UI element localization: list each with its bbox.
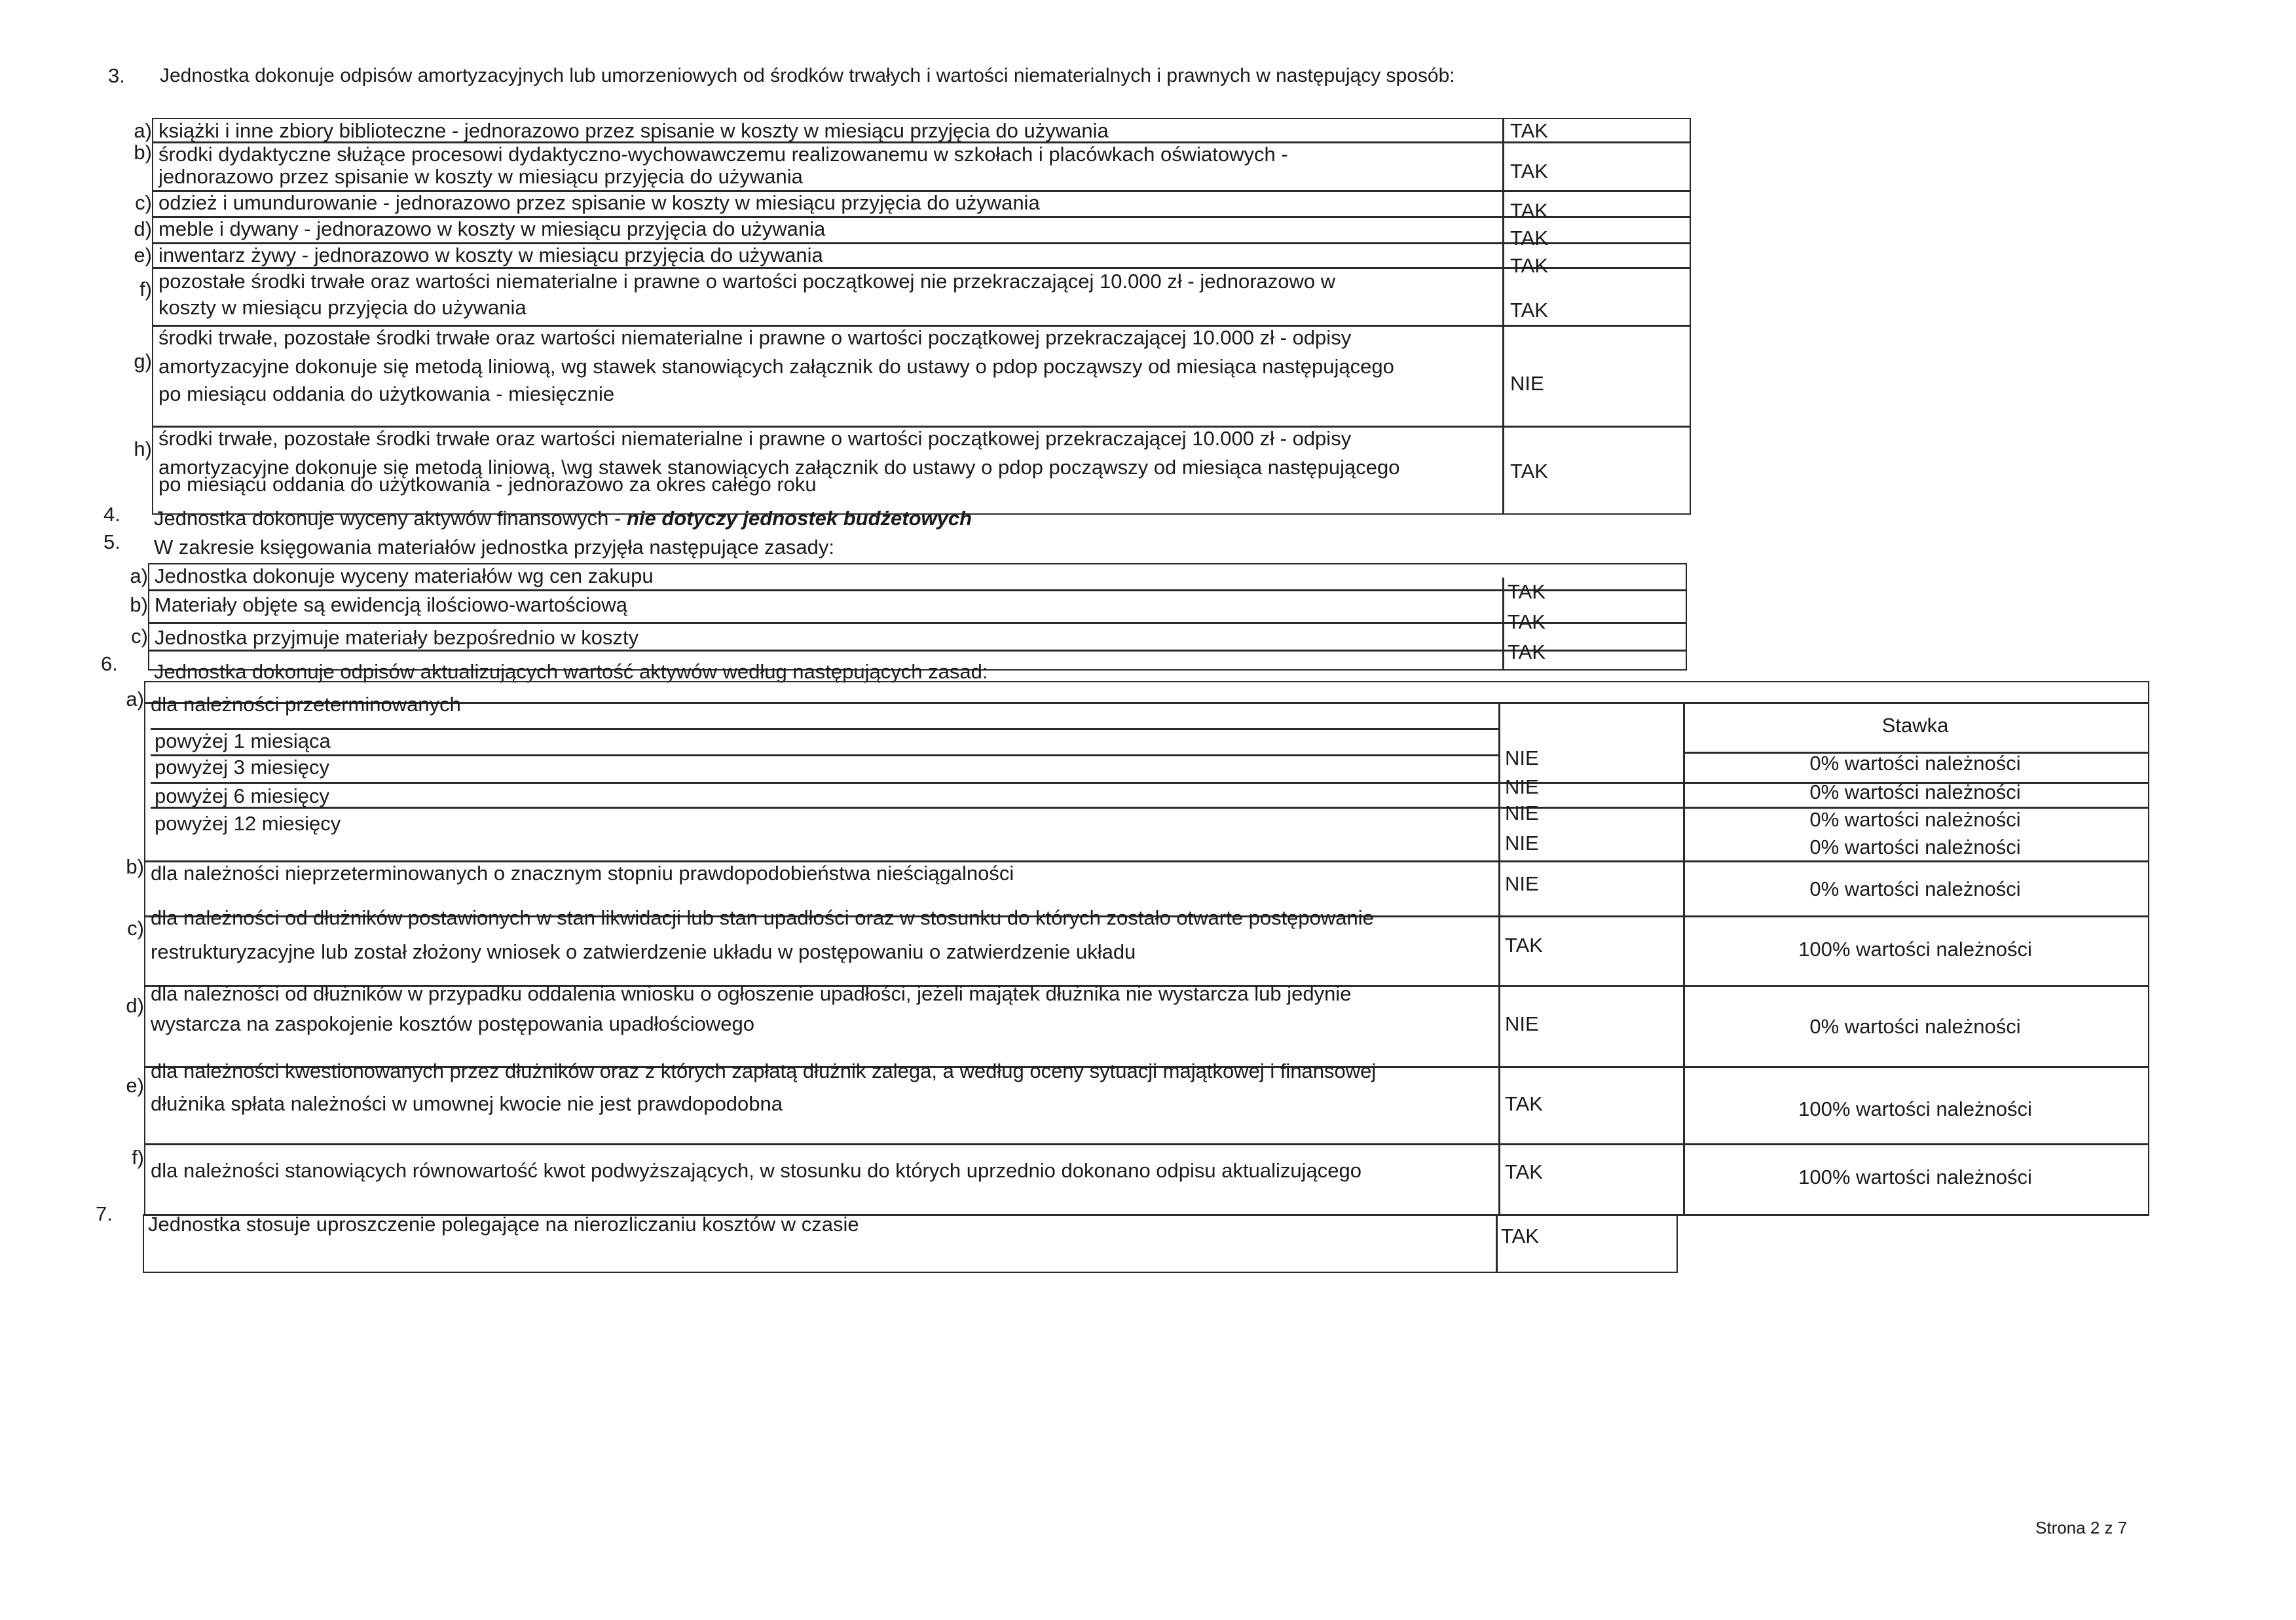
row-3h-text-line3: po miesiącu oddania do użytkowania - jednorazowo za okres całego roku (158, 473, 817, 496)
row-3d-value: TAK (1510, 227, 1548, 249)
row-3g-label: g) (134, 350, 152, 373)
row-6e-rate: 100% wartości należności (1798, 1097, 2032, 1120)
row-3h-label: h) (134, 437, 152, 460)
row-6a-sub1-text: powyżej 1 miesiąca (155, 729, 331, 752)
row-3h-value: TAK (1510, 460, 1548, 483)
row-5a-value: TAK (1508, 580, 1546, 603)
row-6a-label: a) (126, 688, 144, 710)
row-5a-label: a) (130, 564, 148, 587)
row-6a-sub4-text: powyżej 12 miesięcy (155, 812, 341, 835)
row-3e-label: e) (134, 244, 152, 267)
row-3a-label: a) (134, 119, 152, 142)
row-3d-label: d) (134, 217, 152, 240)
section-7-value: TAK (1501, 1224, 1539, 1247)
row-6f-rate: 100% wartości należności (1798, 1166, 2032, 1188)
row-3c-text: odzież i umundurowanie - jednorazowo przez spisanie w koszty w miesiącu przyjęcia do używania (158, 191, 1040, 214)
row-3f-text-line2: koszty w miesiącu przyjęcia do używania (158, 296, 527, 319)
row-6b-value: NIE (1505, 872, 1539, 895)
row-6d-text-line1: dla należności od dłużników w przypadku oddalenia wniosku o ogłoszenie upadłości, jeżeli majątek dłużnika nie wystarcza lub jedynie (151, 982, 1352, 1005)
section-5-heading: W zakresie księgowania materiałów jednostka przyjęła następujące zasady: (154, 536, 835, 559)
row-6b-label: b) (126, 855, 144, 878)
row-6f-text: dla należności stanowiących równowartość kwot podwyższających, w stosunku do których uprzednio dokonano odpisu aktualizującego (151, 1159, 1361, 1182)
row-3f-label: f) (139, 278, 152, 301)
row-3f-text-line1: pozostałe środki trwałe oraz wartości niematerialne i prawne o wartości początkowej nie przekraczającej 10.000 zł - jednorazowo w (158, 270, 1336, 293)
row-3g-value: NIE (1510, 372, 1544, 395)
row-5b-text: Materiały objęte są ewidencją ilościowo-wartościową (155, 593, 627, 616)
row-6e-text-line2: dłużnika spłata należności w umownej kwocie nie jest prawdopodobna (151, 1092, 783, 1115)
row-6b-text: dla należności nieprzeterminowanych o znacznym stopniu prawdopodobieństwa nieściągalności (151, 862, 1014, 885)
section-6-number: 6. (101, 652, 118, 675)
row-5c-label: c) (131, 625, 148, 648)
row-6a-text: dla należności przeterminowanych (151, 693, 461, 716)
row-3g-text-line1: środki trwałe, pozostałe środki trwałe oraz wartości niematerialne i prawne o wartości początkowej przekraczającej 10.000 zł - odpisy (158, 326, 1352, 349)
section-3-number: 3. (108, 64, 125, 87)
row-6a-sub3-rate: 0% wartości należności (1809, 808, 2021, 831)
row-6e-value: TAK (1505, 1092, 1543, 1115)
row-3h-text-line1: środki trwałe, pozostałe środki trwałe oraz wartości niematerialne i prawne o wartości początkowej przekraczającej 10.000 zł - odpisy (158, 427, 1352, 450)
row-5b-label: b) (130, 593, 148, 616)
row-6c-text-line2: restrukturyzacyjne lub został złożony wniosek o zatwierdzenie układu w postępowaniu o zatwierdzenie układu (151, 940, 1136, 963)
page-number: Strona 2 z 7 (2035, 1518, 2128, 1537)
row-6c-label: c) (127, 917, 144, 940)
row-3d-text: meble i dywany - jednorazowo w koszty w miesiącu przyjęcia do używania (158, 217, 826, 240)
row-6a-sub1-rate: 0% wartości należności (1809, 752, 2021, 775)
section-4-number: 4. (103, 503, 120, 526)
row-3b-value: TAK (1510, 160, 1548, 183)
row-6d-text-line2: wystarcza na zaspokojenie kosztów postępowania upadłościowego (151, 1012, 754, 1035)
stawka-header: Stawka (1881, 714, 1949, 737)
row-3a-value: TAK (1510, 119, 1548, 142)
row-3b-label: b) (134, 141, 152, 164)
row-3e-text: inwentarz żywy - jednorazowo w koszty w miesiącu przyjęcia do używania (158, 244, 823, 267)
row-5c-text: Jednostka przyjmuje materiały bezpośrednio w koszty (155, 626, 639, 649)
section-7-number: 7. (96, 1202, 113, 1225)
row-6a-sub3-text: powyżej 6 miesięcy (155, 784, 330, 807)
row-6f-value: TAK (1505, 1160, 1543, 1183)
row-6c-text-line1: dla należności od dłużników postawionych w stan likwidacji lub stan upadłości oraz w stosunku do których zostało otwarte postępowanie (151, 906, 1374, 929)
row-5c-value: TAK (1508, 640, 1546, 663)
section-4-label: Jednostka dokonuje wyceny aktywów finansowych - (154, 507, 627, 530)
row-3b-text-line2: jednorazowo przez spisanie w koszty w miesiącu przyjęcia do używania (158, 165, 803, 188)
section-5-number: 5. (103, 530, 120, 553)
row-5b-value: TAK (1508, 610, 1546, 633)
row-3b-text-line1: środki dydaktyczne służące procesowi dydaktyczno-wychowawczemu realizowanemu w szkołach i placówkach oświatowych - (158, 143, 1288, 166)
row-3f-value: TAK (1510, 299, 1548, 322)
row-3e-value: TAK (1510, 254, 1548, 277)
row-6e-text-line1: dla należności kwestionowanych przez dłużników oraz z których zapłatą dłużnik zalega, a według oceny sytuacji majątkowej i finansowej (151, 1059, 1377, 1082)
section-4-text (154, 507, 972, 530)
row-6a-sub2-rate: 0% wartości należności (1809, 781, 2021, 803)
row-6f-label: f) (132, 1146, 144, 1169)
row-3h-text-line2: amortyzacyjne dokonuje się metodą liniową, \wg stawek stanowiących załącznik do ustawy o pdop począwszy od miesiąca następującego (158, 456, 1400, 479)
row-6a-sub2-value: NIE (1505, 775, 1539, 798)
row-3c-value: TAK (1510, 199, 1548, 222)
row-6d-label: d) (126, 994, 144, 1017)
row-3g-text-line2: amortyzacyjne dokonuje się metodą liniową, wg stawek stanowiących załącznik do ustawy o pdop począwszy od miesiąca następującego (158, 355, 1394, 378)
row-6a-sub2-text: powyżej 3 miesięcy (155, 756, 330, 779)
row-3c-label: c) (135, 191, 152, 214)
section-7-text: Jednostka stosuje uproszczenie polegające na nierozliczaniu kosztów w czasie (148, 1213, 859, 1236)
row-6a-sub1-value: NIE (1505, 746, 1539, 769)
row-6d-value: NIE (1505, 1012, 1539, 1035)
row-6a-sub4-value: NIE (1505, 832, 1539, 855)
section-4-emphasis: nie dotyczy jednostek budżetowych (626, 507, 972, 530)
row-6d-rate: 0% wartości należności (1809, 1015, 2021, 1038)
row-6c-value: TAK (1505, 934, 1543, 957)
row-6c-rate: 100% wartości należności (1798, 938, 2032, 961)
section-3-heading: Jednostka dokonuje odpisów amortyzacyjnych lub umorzeniowych od środków trwałych i wartości niematerialnych i prawnych w następujący sposób: (160, 65, 1455, 86)
row-6a-sub4-rate: 0% wartości należności (1809, 836, 2021, 858)
section-6-heading: Jednostka dokonuje odpisów aktualizujących wartość aktywów według następujących zasad: (154, 660, 988, 683)
row-6a-sub3-value: NIE (1505, 801, 1539, 824)
row-3g-text-line3: po miesiącu oddania do użytkowania - miesięcznie (158, 382, 615, 405)
row-6b-rate: 0% wartości należności (1809, 877, 2021, 900)
row-3a-text: książki i inne zbiory biblioteczne - jednorazowo przez spisanie w koszty w miesiącu przyjęcia do używania (158, 119, 1109, 142)
row-5a-text: Jednostka dokonuje wyceny materiałów wg cen zakupu (155, 564, 654, 587)
row-6e-label: e) (126, 1074, 144, 1097)
